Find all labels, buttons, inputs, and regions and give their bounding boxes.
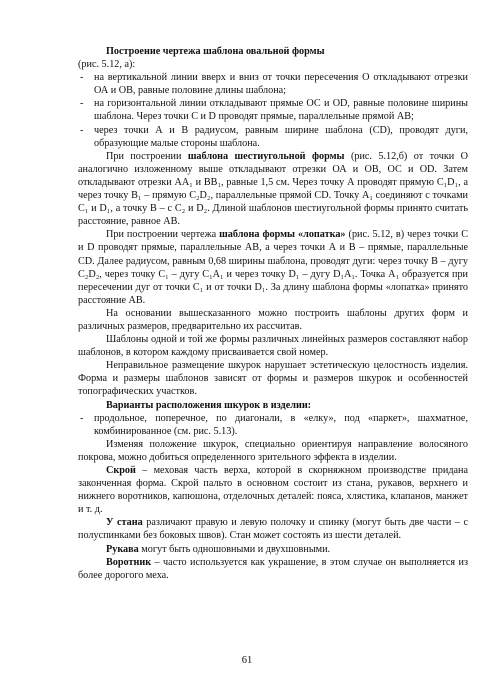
paragraph-bold-term: шаблона шестиугольной формы bbox=[187, 150, 345, 162]
list-item bbox=[78, 97, 468, 123]
list-item-text: через точки А и В радиусом, равным ширине шаблона (CD), проводят дуги, образующие малые стороны шаблона. bbox=[94, 124, 468, 149]
bullet-dash: - bbox=[80, 124, 84, 136]
paragraph-bold-term: шаблона формы «лопатка» bbox=[219, 229, 346, 241]
paragraph-basis: На основании вышесказанного можно построить шаблоны других форм и различных размеров, предварительно их рассчитав. bbox=[78, 307, 468, 332]
paragraph-bold-term: У стана bbox=[106, 517, 143, 529]
section-heading-variants: Варианты расположения шкурок в изделии: bbox=[106, 399, 312, 411]
paragraph-template-set: Шаблоны одной и той же формы различных линейных размеров составляют набор шаблонов, в котором каждому присваивается свой номер. bbox=[78, 334, 468, 359]
paragraph-lead: При построении чертежа bbox=[106, 229, 217, 241]
page-number: 61 bbox=[241, 655, 253, 666]
paragraph-text: различают правую и левую полочку и спинку (могут быть две части – с полуспинками без боковых швов). Стан может состоять из шести деталей. bbox=[78, 517, 469, 542]
paragraph-text: (рис. 5.12, в) через точки С и D проводят прямые, параллельные АВ, а через точки А и В – прямые, параллельные CD. Далее радиусом, равным 0,68 ширины шаблона, проводят дуги: через точку В – дугу C₂D₂, через точку C₁ – дугу C₁A₁ и через точку D₁ – дугу D₁A₁. Точка А₁ образуется при пересечении дуг от точки C₁ и от точки D₁. За длину шаблона формы «лопатка» принято расстояние АВ. bbox=[78, 229, 469, 306]
paragraph-bold-term: Рукава bbox=[106, 543, 139, 555]
paragraph-text: могут быть одношовными и двухшовными. bbox=[141, 543, 331, 555]
list-item-text: на горизонтальной линии откладывают прямые ОС и OD, равные половине ширины шаблона. Через точки С и D проводят прямые, параллельные прямой АВ; bbox=[94, 98, 468, 123]
figure-reference: (рис. 5.12, а): bbox=[78, 59, 136, 71]
bullet-dash: - bbox=[80, 72, 84, 84]
paragraph-collar bbox=[78, 556, 468, 582]
paragraph-hexagon bbox=[78, 150, 468, 229]
paragraph-bold-term: Скрой bbox=[106, 465, 136, 476]
list-item-text: продольное, поперечное, по диагонали, в «елку», под «паркет», шахматное, комбинированное (см. рис. 5.13). bbox=[94, 412, 468, 437]
paragraph-bold-term: Воротник bbox=[106, 556, 152, 568]
list-item bbox=[78, 412, 468, 438]
paragraph-lead: При построении bbox=[106, 150, 182, 162]
list-item-text: на вертикальной линии вверх и вниз от точки пересечения О откладывают отрезки ОА и ОВ, равные половине длины шаблона; bbox=[94, 72, 468, 97]
paragraph-text: (рис. 5.12,б) от точки О аналогично изложенному выше откладывают отрезки ОА и ОВ, ОС и OD. Затем откладывают отрезки АА₁ и ВВ₁, равные 1,5 см. Через точку А проводят прямую C₁D₁, а через точку B₁ – прямую C₂D₂, параллельные прямой CD. Точку А₁ соединяют с точками C₁ и D₁, а точку В – с C₂ и D₂. Длиной шаблонов шестиугольной формы принято считать расстояние, равное АВ. bbox=[78, 150, 469, 228]
list-item bbox=[78, 71, 468, 97]
paragraph-sleeves bbox=[78, 543, 468, 556]
paragraph-text: – часто используется как украшение, в этом случае он выполняется из более дорогого меха. bbox=[78, 556, 468, 581]
bullet-dash: - bbox=[80, 412, 84, 424]
section-heading-oval: Построение чертежа шаблона овальной формы bbox=[106, 46, 325, 57]
paragraph-change: Изменяя положение шкурок, специально ориентируя направление волосяного покрова, можно добиться определенного зрительного эффекта в изделии. bbox=[78, 438, 468, 463]
paragraph-wrong-placement: Неправильное размещение шкурок нарушает эстетическую целостность изделия. Форма и размеры шаблонов зависят от формы и размеров шкурок и особенностей топографических участков. bbox=[78, 360, 468, 398]
paragraph-stan bbox=[78, 516, 468, 542]
paragraph-spade bbox=[78, 228, 468, 307]
bullet-dash: - bbox=[80, 98, 84, 110]
page-content bbox=[78, 45, 468, 582]
paragraph-skroy bbox=[78, 464, 468, 516]
list-item bbox=[78, 124, 468, 150]
paragraph-text: – меховая часть верха, которой в скорняжном производстве придана законченная форма. Скрой пальто в основном состоит из стана, рукавов, верхнего и нижнего воротников, капюшона, отделочных деталей: пояса, хлястика, клапанов, манжет и т. д. bbox=[78, 465, 468, 516]
